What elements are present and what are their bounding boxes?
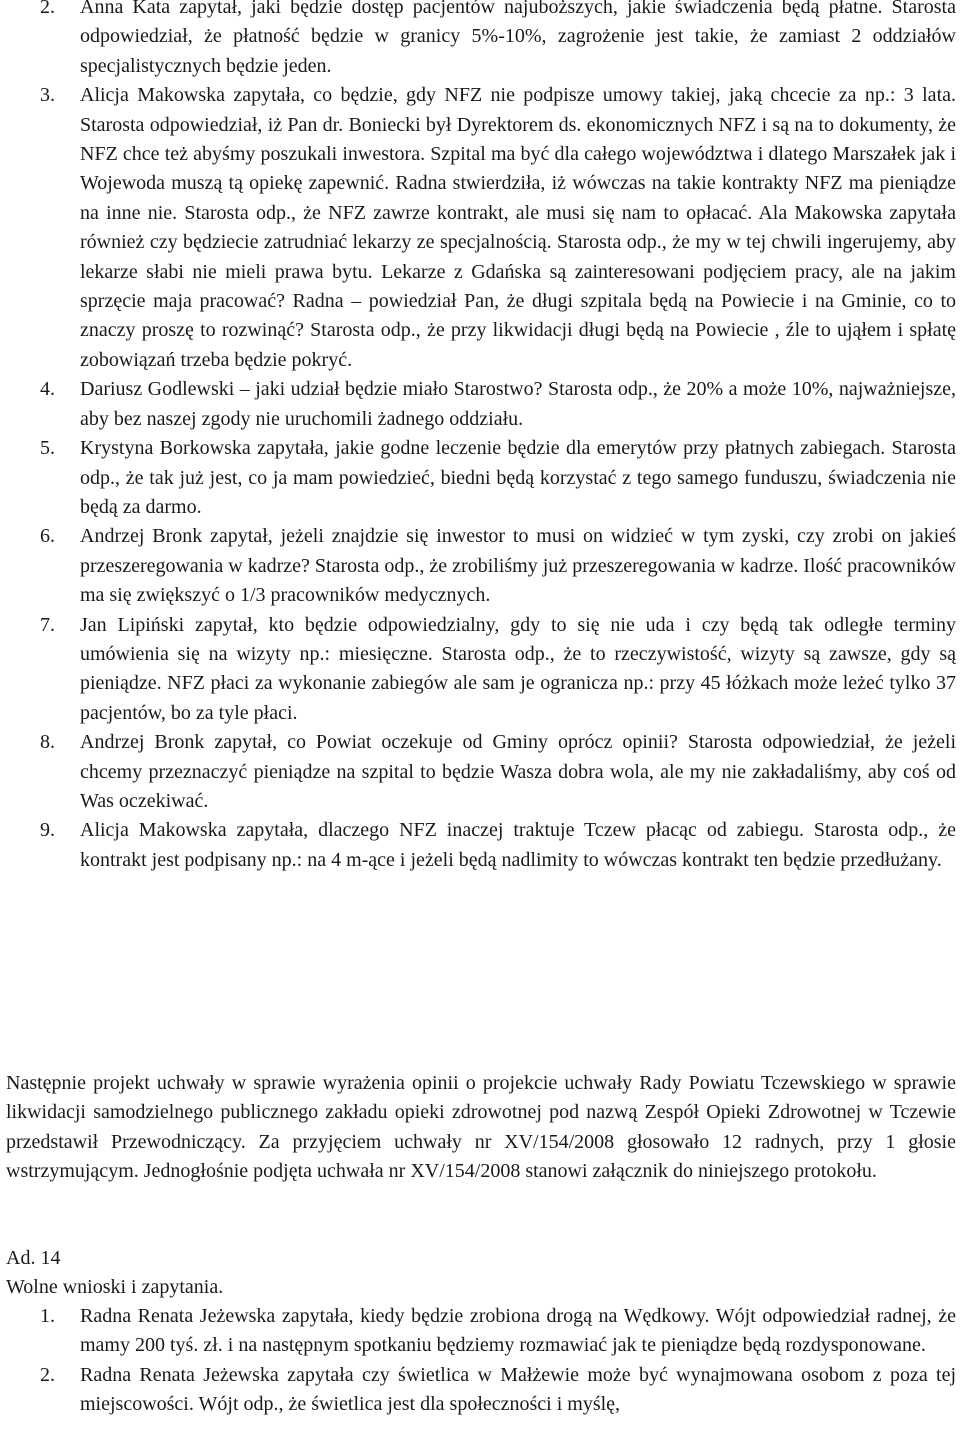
item-number: 4. xyxy=(40,378,55,401)
item-number: 6. xyxy=(40,525,55,548)
list-item xyxy=(0,81,960,375)
list-item xyxy=(0,434,960,522)
list-item xyxy=(0,522,960,610)
item-number: 9. xyxy=(40,819,55,842)
list-item xyxy=(0,375,960,434)
item-number: 2. xyxy=(40,0,55,18)
section-heading: Ad. 14 xyxy=(6,1247,61,1269)
item-number: 2. xyxy=(40,1363,55,1386)
section-subheading: Wolne wnioski i zapytania. xyxy=(6,1276,224,1298)
list-item xyxy=(0,728,960,816)
motions-list xyxy=(0,1302,960,1420)
list-item xyxy=(0,611,960,729)
item-text: Radna Renata Jeżewska zapytała, kiedy będzie zrobiona drogą na Wędkowy. Wójt odpowiedział radnej, że mamy 200 tyś. zł. i na następnym spotkaniu będziemy rozmawiać jak te pieniądze będą rozdysponowane. xyxy=(80,1305,956,1357)
item-text: Jan Lipiński zapytał, kto będzie odpowiedzialny, gdy to się nie uda i czy będą tak odległe terminy umówienia się na wizyty np.: miesięczne. Starosta odp., że to rzeczywistość, wizyty są zawsze, gdy są pieniądze. NFZ płaci za wykonanie zabiegów ale sam je ogranicza np.: przy 45 łóżkach może leżeć tylko 37 pacjentów, bo za tyle płaci. xyxy=(80,613,956,724)
item-text: Dariusz Godlewski – jaki udział będzie miało Starostwo? Starosta odp., że 20% a może 10%, najważniejsze, aby bez naszej zgody nie uruchomili żadnego oddziału. xyxy=(80,378,956,430)
item-text: Radna Renata Jeżewska zapytała czy świetlica w Małżewie może być wynajmowana osobom z poza tej miejscowości. Wójt odp., że świetlica jest dla społeczności i myślę, xyxy=(80,1363,956,1416)
list-item xyxy=(0,1302,960,1361)
item-number: 1. xyxy=(40,1305,55,1327)
resolution-paragraph: Następnie projekt uchwały w sprawie wyrażenia opinii o projekcie uchwały Rady Powiatu Tczewskiego w sprawie likwidacji samodzielnego publicznego zakładu opieki zdrowotnej pod nazwą Zespół Opieki Zdrowotnej w Tczewie przedstawił Przewodniczący. Za przyjęciem uchwały nr XV/154/2008 głosowało 12 radnych, przy 1 głosie wstrzymującym. Jednogłośnie podjęta uchwała nr XV/154/2008 stanowi załącznik do niniejszego protokołu. xyxy=(6,1072,956,1183)
item-text: Alicja Makowska zapytała, dlaczego NFZ inaczej traktuje Tczew płacąc od zabiegu. Starosta odp., że kontrakt jest podpisany np.: na 4 m-ące i jeżeli będą nadlimity to wówczas kontrakt ten będzie przedłużany. xyxy=(80,819,956,871)
item-number: 7. xyxy=(40,613,55,636)
item-text: Andrzej Bronk zapytał, co Powiat oczekuje od Gminy oprócz opinii? Starosta odpowiedział, że jeżeli chcemy przeznaczyć pieniądze na szpital to będzie Wasza dobra wola, ale my nie zakładaliśmy, aby coś od Was oczekiwać. xyxy=(80,731,956,812)
item-number: 5. xyxy=(40,437,55,460)
list-item xyxy=(0,816,960,875)
item-text: Alicja Makowska zapytała, co będzie, gdy NFZ nie podpisze umowy takiej, jaką chcecie za np.: 3 lata. Starosta odpowiedział, iż Pan dr. Boniecki był Dyrektorem ds. ekonomicznych NFZ i są na to dokumenty, że NFZ chce też abyśmy poszukali inwestora. Szpital ma być dla całego województwa i dlatego Marszałek jak i Wojewoda muszą tą opiekę zapewnić. Radna stwierdziła, iż wówczas na takie kontrakty NFZ ma pieniądze na inne nie. Starosta odp., że NFZ zawrze kontrakt, ale musi się nam to opłacać. Ala Makowska zapytała również czy będziecie zatrudniać lekarzy ze specjalnością. Starosta odp., że my w tej chwili ingerujemy, aby lekarze słabi nie mieli prawa bytu. Lekarze z Gdańska są zainteresowani podjęciem pracy, ale na jakim sprzęcie maja pracować? Radna – powiedział Pan, że długi szpitala będą na Powiecie i na Gminie, co to znaczy proszę to rozwinąć? Starosta odp., że przy likwidacji długi będą na Powiecie , źle to ująłem i spłatę zobowiązań trzeba będzie pokryć. xyxy=(80,84,956,371)
item-number: 8. xyxy=(40,731,55,754)
list-item xyxy=(0,0,960,81)
item-text: Anna Kata zapytał, jaki będzie dostęp pacjentów najuboższych, jakie świadczenia będą płatne. Starosta odpowiedział, że płatność będzie w granicy 5%-10%, zagrożenie jest takie, że zamiast 2 oddziałów specjalistycznych będzie jeden. xyxy=(80,0,956,77)
list-item xyxy=(0,1361,960,1420)
item-text: Andrzej Bronk zapytał, jeżeli znajdzie się inwestor to musi on widzieć w tym zyski, czy zrobi on jakieś przeszeregowania w kadrze? Starosta odp., że zrobiliśmy już przeszeregowania w kadrze. Ilość pracowników ma się zwiększyć o 1/3 pracowników medycznych. xyxy=(80,525,956,607)
item-text: Krystyna Borkowska zapytała, jakie godne leczenie będzie dla emerytów przy płatnych zabiegach. Starosta odp., że tak już jest, co ja mam powiedzieć, biedni będą korzystać z tego samego funduszu, świadczenia nie będą za darmo. xyxy=(80,437,956,518)
item-number: 3. xyxy=(40,84,55,107)
